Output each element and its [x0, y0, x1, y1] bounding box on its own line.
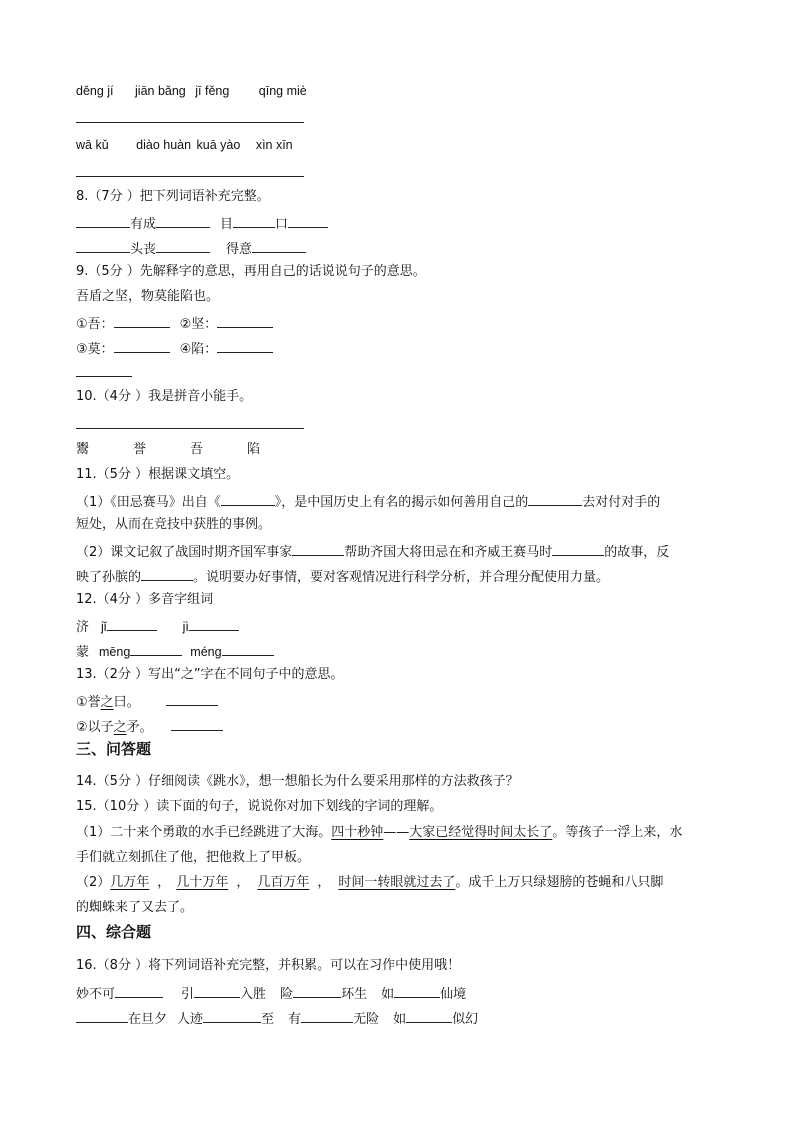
answer-blanks-row-2 — [76, 162, 304, 183]
text: 。等孩子一浮上来，水 — [552, 825, 683, 840]
word-fragment: 得意 — [226, 242, 253, 257]
word-fragment: 头丧 — [130, 242, 157, 257]
text: 矛。 — [126, 720, 153, 735]
text: 帮助齐国大将田忌在和齐威王赛马时 — [344, 545, 553, 560]
question-11-para-1-line-1 — [76, 491, 660, 512]
answer-blank[interactable] — [222, 641, 274, 656]
answer-blank[interactable] — [76, 108, 132, 123]
question-12-title: 12.（4分 ）多音字组词 — [76, 592, 214, 607]
pinyin-item: qīng miè — [258, 84, 307, 98]
answer-blank[interactable] — [76, 162, 132, 177]
answer-blank[interactable] — [189, 616, 239, 631]
text: —— — [383, 825, 410, 840]
question-15-para-2-line-2: 的蜘蛛来了又去了。 — [76, 900, 194, 915]
text: ②以子 — [76, 720, 114, 735]
pinyin-label: jì — [182, 620, 189, 634]
underlined-phrase: 几十万年 — [176, 875, 229, 890]
pinyin-item: wā kǔ — [76, 138, 109, 152]
answer-blank[interactable] — [194, 983, 240, 998]
underlined-char: 之 — [100, 695, 114, 710]
answer-blank[interactable] — [76, 1008, 128, 1023]
pinyin-row-1 — [76, 82, 307, 100]
word-fragment: 如 — [381, 987, 395, 1002]
text: 》，是中国历史上有名的揭示如何善用自己的 — [274, 495, 529, 510]
answer-blank[interactable] — [221, 491, 275, 506]
answer-blank[interactable] — [217, 338, 273, 353]
underlined-phrase: 大家已经觉得时间太长了 — [409, 825, 553, 840]
answer-blank[interactable] — [156, 238, 210, 253]
answer-blank[interactable] — [288, 213, 328, 228]
pinyin-label: méng — [190, 645, 222, 659]
question-10-title: 10.（4分 ）我是拼音小能手。 — [76, 389, 253, 404]
text: 映了孙膑的 — [76, 570, 142, 585]
question-13-title: 13.（2分 ）写出“之”字在不同句子中的意思。 — [76, 667, 344, 682]
question-9-row-1 — [76, 313, 273, 334]
word-fragment: 险 — [280, 987, 294, 1002]
answer-blank[interactable] — [132, 108, 188, 123]
underlined-char: 之 — [113, 720, 127, 735]
answer-blank[interactable] — [188, 162, 246, 177]
text: ， — [236, 875, 250, 890]
answer-blank[interactable] — [76, 238, 130, 253]
question-16-title: 16.（8分 ）将下列词语补充完整，并积累。可以在习作中使用哦！ — [76, 958, 461, 973]
answer-blanks-row-1 — [76, 108, 304, 129]
answer-blank[interactable] — [156, 213, 210, 228]
underlined-phrase: 几百万年 — [257, 875, 310, 890]
answer-blank[interactable] — [132, 162, 188, 177]
text: 去对付对手的 — [582, 495, 661, 510]
word-fragment: 有 — [288, 1012, 302, 1027]
hanzi-char: 蒙 — [76, 645, 90, 660]
word-fragment: 环生 — [341, 987, 368, 1002]
word-fragment: 人迹 — [177, 1012, 204, 1027]
answer-blank[interactable] — [130, 641, 182, 656]
question-8-title: 8.（7分 ）把下列词语补充完整。 — [76, 189, 270, 204]
answer-blank[interactable] — [217, 313, 273, 328]
question-16-row-1 — [76, 983, 466, 1004]
hanzi-char: 誉 — [133, 442, 147, 457]
underlined-phrase: 时间一转眼就过去了 — [338, 875, 456, 890]
text: （2） — [76, 875, 111, 890]
answer-blank[interactable] — [246, 162, 304, 177]
text: ①誉 — [76, 695, 101, 710]
word-fragment: 入胜 — [240, 987, 267, 1002]
question-11-title: 11.（5分 ）根据课文填空。 — [76, 467, 240, 482]
answer-blank[interactable] — [233, 213, 275, 228]
answer-blank[interactable] — [114, 313, 170, 328]
question-9-row-2 — [76, 338, 273, 359]
answer-blank[interactable] — [76, 362, 132, 377]
section-heading-4: 四、综合题 — [76, 923, 152, 941]
question-14-title: 14.（5分 ）仔细阅读《跳水》，想一想船长为什么要采用那样的方法救孩子？ — [76, 774, 519, 789]
word-fragment: 有成 — [130, 217, 157, 232]
question-11-para-2-line-2 — [76, 566, 609, 587]
question-13-row-2 — [76, 716, 223, 737]
text: 曰。 — [113, 695, 140, 710]
question-15-title: 15.（10分 ）读下面的句子，说说你对加下划线的字词的理解。 — [76, 799, 443, 814]
word-fragment: 如 — [393, 1012, 407, 1027]
question-9-answer-line — [76, 362, 132, 383]
question-11-para-1-line-2: 短处，从而在竞技中获胜的事例。 — [76, 517, 272, 532]
answer-blank[interactable] — [76, 414, 132, 429]
underlined-phrase: 四十秒钟 — [331, 825, 384, 840]
item-label: ①吾： — [76, 317, 114, 332]
text: （2）课文记叙了战国时期齐国军事家 — [76, 545, 293, 560]
underlined-phrase: 几万年 — [110, 875, 150, 890]
pinyin-item: xìn xīn — [255, 138, 293, 152]
answer-blank[interactable] — [301, 1008, 353, 1023]
answer-blank[interactable] — [528, 491, 582, 506]
text: （1）《田忌赛马》出自《 — [76, 495, 221, 510]
hanzi-char: 陷 — [247, 442, 261, 457]
text: 。说明要办好事情，要对客观情况进行科学分析，并合理分配使用力量。 — [193, 570, 610, 585]
answer-blank[interactable] — [107, 616, 157, 631]
answer-blank[interactable] — [292, 541, 344, 556]
section-heading-3: 三、问答题 — [76, 740, 152, 758]
item-label: ②坚： — [179, 317, 218, 332]
answer-blank[interactable] — [141, 566, 193, 581]
question-8-row-1 — [76, 213, 328, 234]
answer-blank[interactable] — [132, 414, 188, 429]
text: ， — [317, 875, 331, 890]
question-10-chars — [76, 441, 260, 459]
word-fragment: 仙境 — [440, 987, 467, 1002]
question-13-row-1 — [76, 691, 218, 712]
question-12-row-1 — [76, 616, 239, 637]
question-11-para-2-line-1 — [76, 541, 669, 562]
hanzi-char: 济 — [76, 620, 90, 635]
question-15-para-1-line-1 — [76, 824, 682, 842]
answer-blank[interactable] — [166, 691, 218, 706]
hanzi-char: 鬻 — [76, 442, 90, 457]
item-label: ④陷： — [179, 342, 218, 357]
answer-blank[interactable] — [188, 414, 246, 429]
question-15-para-2-line-1 — [76, 874, 663, 892]
pinyin-item: jī fěng — [195, 84, 230, 98]
text: 的故事，反 — [604, 545, 670, 560]
pinyin-label: jǐ — [101, 620, 107, 634]
question-15-para-1-line-2: 手们就立刻抓住了他，把他救上了甲板。 — [76, 850, 311, 865]
answer-blank[interactable] — [406, 1008, 452, 1023]
text: 。成千上万只绿翅膀的苍蝇和八只脚 — [455, 875, 664, 890]
word-fragment: 至 — [261, 1012, 275, 1027]
item-label: ③莫： — [76, 342, 114, 357]
answer-blank[interactable] — [171, 716, 223, 731]
pinyin-item: kuā yào — [196, 138, 241, 152]
answer-blank[interactable] — [394, 983, 440, 998]
text: （1）二十来个勇敢的水手已经跳进了大海。 — [76, 825, 332, 840]
text: ， — [157, 875, 171, 890]
word-fragment: 在旦夕 — [128, 1012, 168, 1027]
word-fragment: 妙不可 — [76, 987, 116, 1002]
word-fragment: 引 — [181, 987, 195, 1002]
question-10-blanks — [76, 414, 304, 435]
answer-blank[interactable] — [293, 983, 341, 998]
answer-blank[interactable] — [188, 108, 246, 123]
answer-blank[interactable] — [115, 983, 163, 998]
word-fragment: 口 — [275, 217, 289, 232]
question-12-row-2 — [76, 641, 274, 662]
pinyin-label: mēng — [99, 645, 131, 659]
answer-blank[interactable] — [552, 541, 604, 556]
pinyin-item: diào huàn — [136, 138, 192, 152]
pinyin-row-2 — [76, 136, 293, 154]
answer-blank[interactable] — [203, 1008, 261, 1023]
hanzi-char: 吾 — [190, 442, 204, 457]
answer-blank[interactable] — [246, 108, 304, 123]
pinyin-item: jiān bǎng — [135, 84, 186, 98]
question-8-row-2 — [76, 238, 306, 259]
answer-blank[interactable] — [76, 213, 130, 228]
question-9-title: 9.（5分 ）先解释字的意思，再用自己的话说说句子的意思。 — [76, 264, 426, 279]
question-9-sentence: 吾盾之坚，物莫能陷也。 — [76, 289, 220, 304]
word-fragment: 无险 — [353, 1012, 380, 1027]
answer-blank[interactable] — [246, 414, 304, 429]
question-16-row-2 — [76, 1008, 478, 1029]
pinyin-item: děng jí — [76, 84, 114, 98]
answer-blank[interactable] — [252, 238, 306, 253]
word-fragment: 似幻 — [452, 1012, 479, 1027]
answer-blank[interactable] — [114, 338, 170, 353]
word-fragment: 目 — [220, 217, 234, 232]
